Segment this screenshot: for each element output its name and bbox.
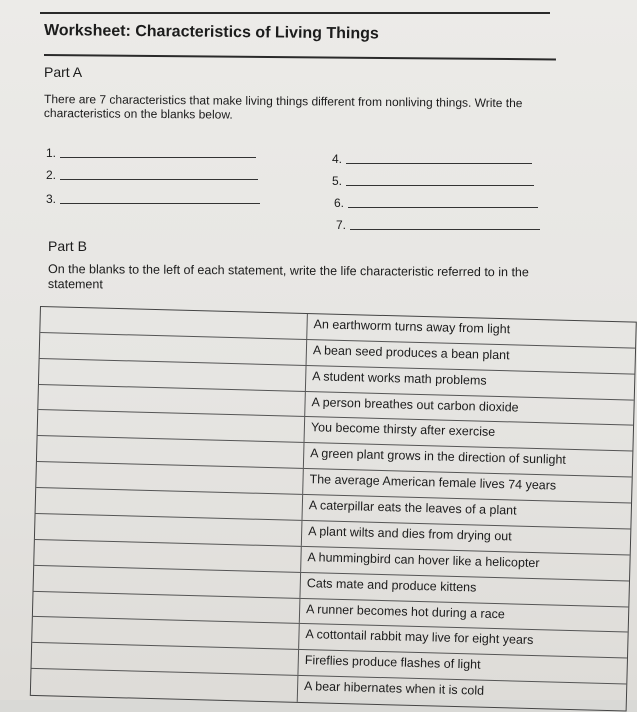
statement-text: A green plant grows in the direction of sunlight	[310, 446, 567, 468]
blank-4[interactable]	[332, 152, 532, 166]
statement-text: A cottontail rabbit may live for eight years	[305, 627, 534, 648]
blank-line	[60, 203, 260, 204]
part-b-instructions: On the blanks to the left of each statement, write the life characteristic referred to in the statement	[47, 262, 529, 292]
blank-3[interactable]	[46, 192, 260, 206]
blank-5[interactable]	[332, 174, 534, 188]
part-a-instructions: There are 7 characteristics that make living things different from nonliving things. Write the characteristics on the blanks below.	[43, 92, 523, 122]
statement-text: A runner becomes hot during a race	[305, 601, 506, 621]
blank-line	[346, 185, 534, 186]
statement-text: A hummingbird can hover like a helicopter	[307, 549, 540, 570]
part-a-heading: Part A	[44, 64, 83, 80]
statement-text: A bear hibernates when it is cold	[303, 679, 485, 698]
statement-text: A plant wilts and dies from drying out	[308, 524, 512, 544]
blank-number: 3.	[46, 192, 57, 206]
statement-text: Cats mate and produce kittens	[306, 575, 477, 595]
blank-2[interactable]	[46, 168, 258, 182]
blank-number: 7.	[336, 218, 347, 232]
statement-text: You become thirsty after exercise	[310, 420, 496, 440]
blank-number: 1.	[46, 146, 57, 160]
statements-table	[30, 306, 637, 711]
statement-text: Fireflies produce flashes of light	[304, 653, 481, 672]
blank-number: 6.	[334, 196, 345, 210]
title-rule	[44, 54, 556, 60]
part-b-heading: Part B	[48, 238, 87, 254]
worksheet-title: Worksheet: Characteristics of Living Things	[43, 22, 379, 43]
blank-line	[60, 179, 258, 180]
blank-line	[348, 207, 538, 208]
statement-text: A bean seed produces a bean plant	[312, 343, 510, 363]
blank-number: 2.	[46, 168, 57, 182]
statement-text: A student works math problems	[312, 368, 487, 388]
statement-text: An earthworm turns away from light	[313, 317, 511, 337]
blank-7[interactable]	[336, 218, 540, 232]
blank-line	[350, 229, 540, 230]
blank-1[interactable]	[46, 146, 256, 160]
blank-6[interactable]	[334, 196, 538, 210]
blank-line	[346, 163, 532, 164]
top-rule	[40, 12, 550, 14]
blank-line	[60, 157, 256, 158]
blank-number: 4.	[332, 152, 343, 166]
statement-text: A person breathes out carbon dioxide	[311, 394, 519, 415]
statement-text: A caterpillar eats the leaves of a plant	[308, 498, 517, 518]
blank-number: 5.	[332, 174, 343, 188]
statement-text: The average American female lives 74 years	[309, 472, 557, 493]
